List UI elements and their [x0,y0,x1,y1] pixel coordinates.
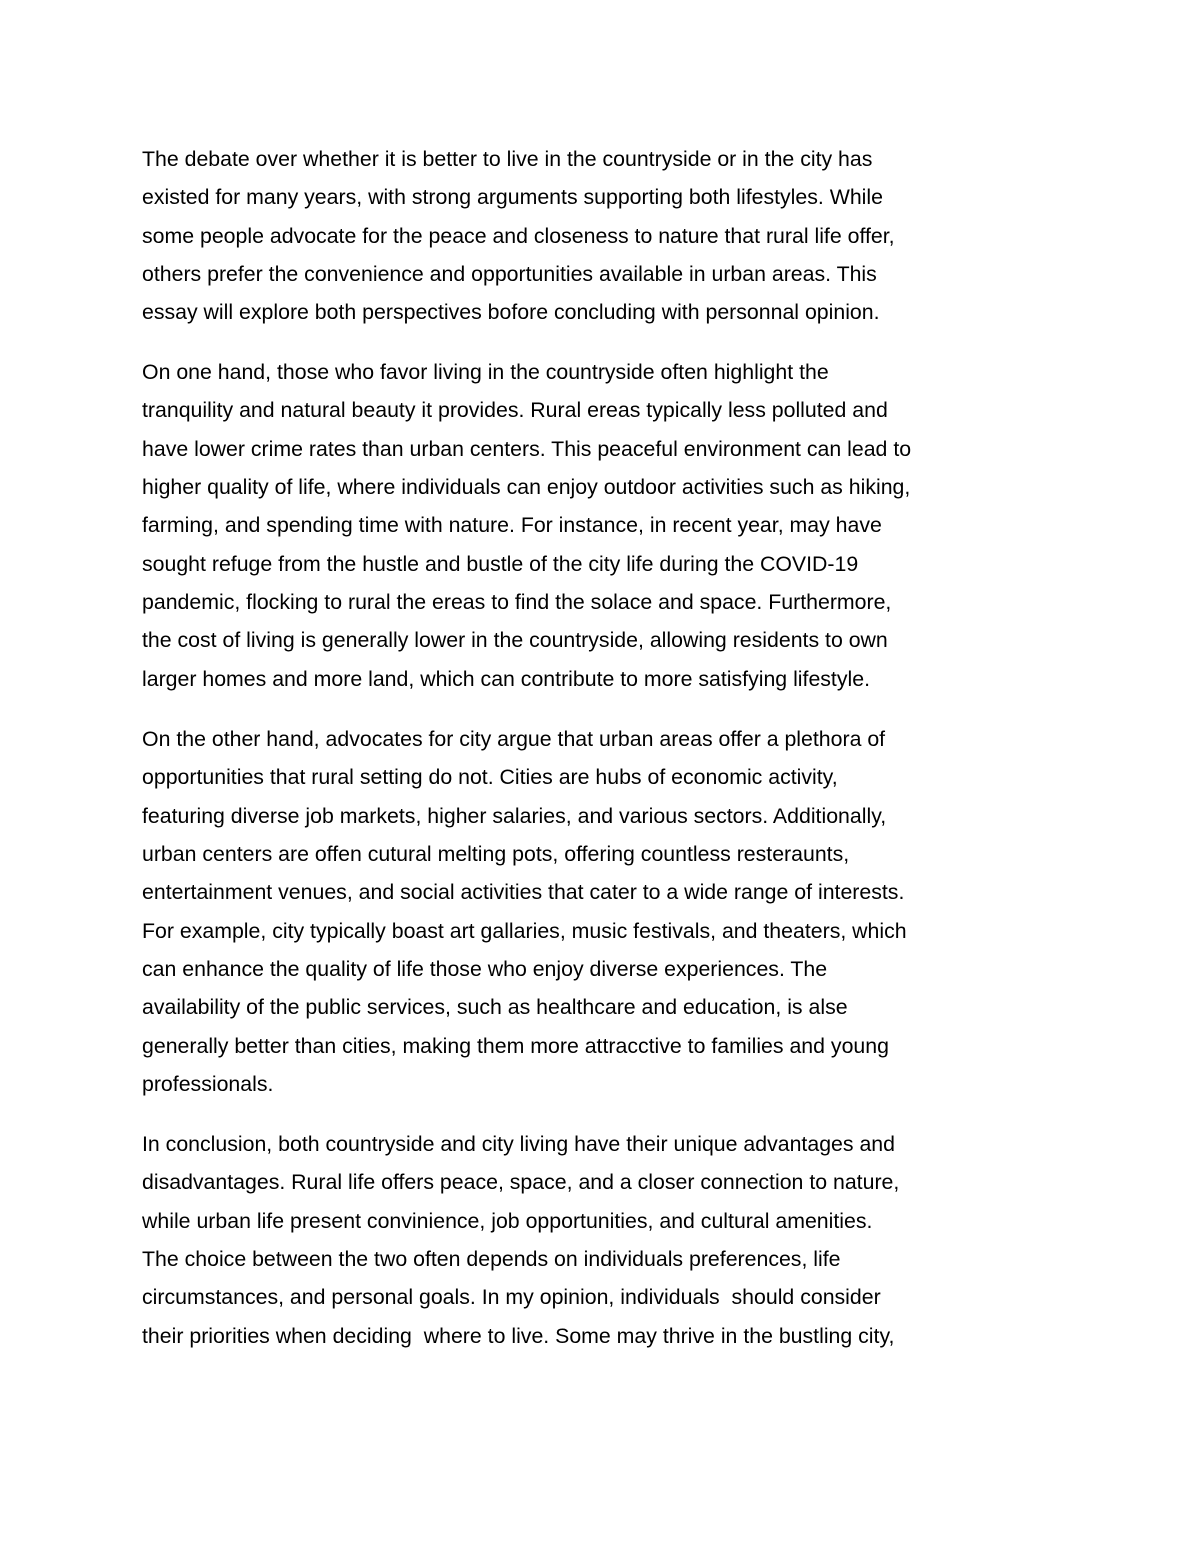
text-line: disadvantages. Rural life offers peace, space, and a closer connection to nature, [142,1170,900,1195]
paragraph-introduction [142,140,1072,332]
text-line: essay will explore both perspectives bofore concluding with personnal opinion. [142,300,880,325]
text-line: featuring diverse job markets, higher salaries, and various sectors. Additionally, [142,803,887,828]
paragraph-conclusion [142,1125,1072,1355]
text-line: On one hand, those who favor living in the countryside often highlight the [142,360,829,384]
text-line: the cost of living is generally lower in the countryside, allowing residents to own [142,628,888,653]
text-line: others prefer the convenience and opportunities available in urban areas. This [142,262,877,287]
text-line: availability of the public services, such as healthcare and education, is alse [142,995,848,1020]
text-line: tranquility and natural beauty it provides. Rural ereas typically less polluted and [142,398,888,423]
paragraph-city [142,720,1072,1103]
text-line: some people advocate for the peace and closeness to nature that rural life offer, [142,223,895,248]
text-line: On the other hand, advocates for city argue that urban areas offer a plethora of [142,727,886,751]
text-line: The debate over whether it is better to live in the countryside or in the city has [142,147,873,171]
text-line: urban centers are offen cutural melting pots, offering countless resteraunts, [142,842,850,867]
text-line: The choice between the two often depends on individuals preferences, life [142,1247,841,1272]
text-line: professionals. [142,1072,274,1097]
text-line: generally better than cities, making them more attracctive to families and young [142,1033,889,1058]
text-line: can enhance the quality of life those who enjoy diverse experiences. The [142,957,828,982]
text-line: have lower crime rates than urban centers. This peaceful environment can lead to [142,436,912,461]
text-line: while urban life present convinience, job opportunities, and cultural amenities. [142,1208,873,1233]
text-line: opportunities that rural setting do not. Cities are hubs of economic activity, [142,765,838,790]
paragraph-countryside [142,353,1072,698]
text-line: entertainment venues, and social activities that cater to a wide range of interests. [142,880,905,905]
text-line: circumstances, and personal goals. In my opinion, individuals should consider [142,1285,881,1310]
text-line: pandemic, flocking to rural the ereas to find the solace and space. Furthermore, [142,590,892,615]
text-line: existed for many years, with strong arguments supporting both lifestyles. While [142,185,883,210]
text-line: sought refuge from the hustle and bustle of the city life during the COVID-19 [142,551,859,576]
text-line: farming, and spending time with nature. For instance, in recent year, may have [142,513,882,538]
text-line: higher quality of life, where individuals can enjoy outdoor activities such as hiking, [142,475,911,500]
text-line: For example, city typically boast art gallaries, music festivals, and theaters, which [142,918,907,943]
text-line: their priorities when deciding where to live. Some may thrive in the bustling city, [142,1323,895,1348]
text-line: In conclusion, both countryside and city living have their unique advantages and [142,1132,895,1156]
text-line: larger homes and more land, which can contribute to more satisfying lifestyle. [142,666,870,691]
